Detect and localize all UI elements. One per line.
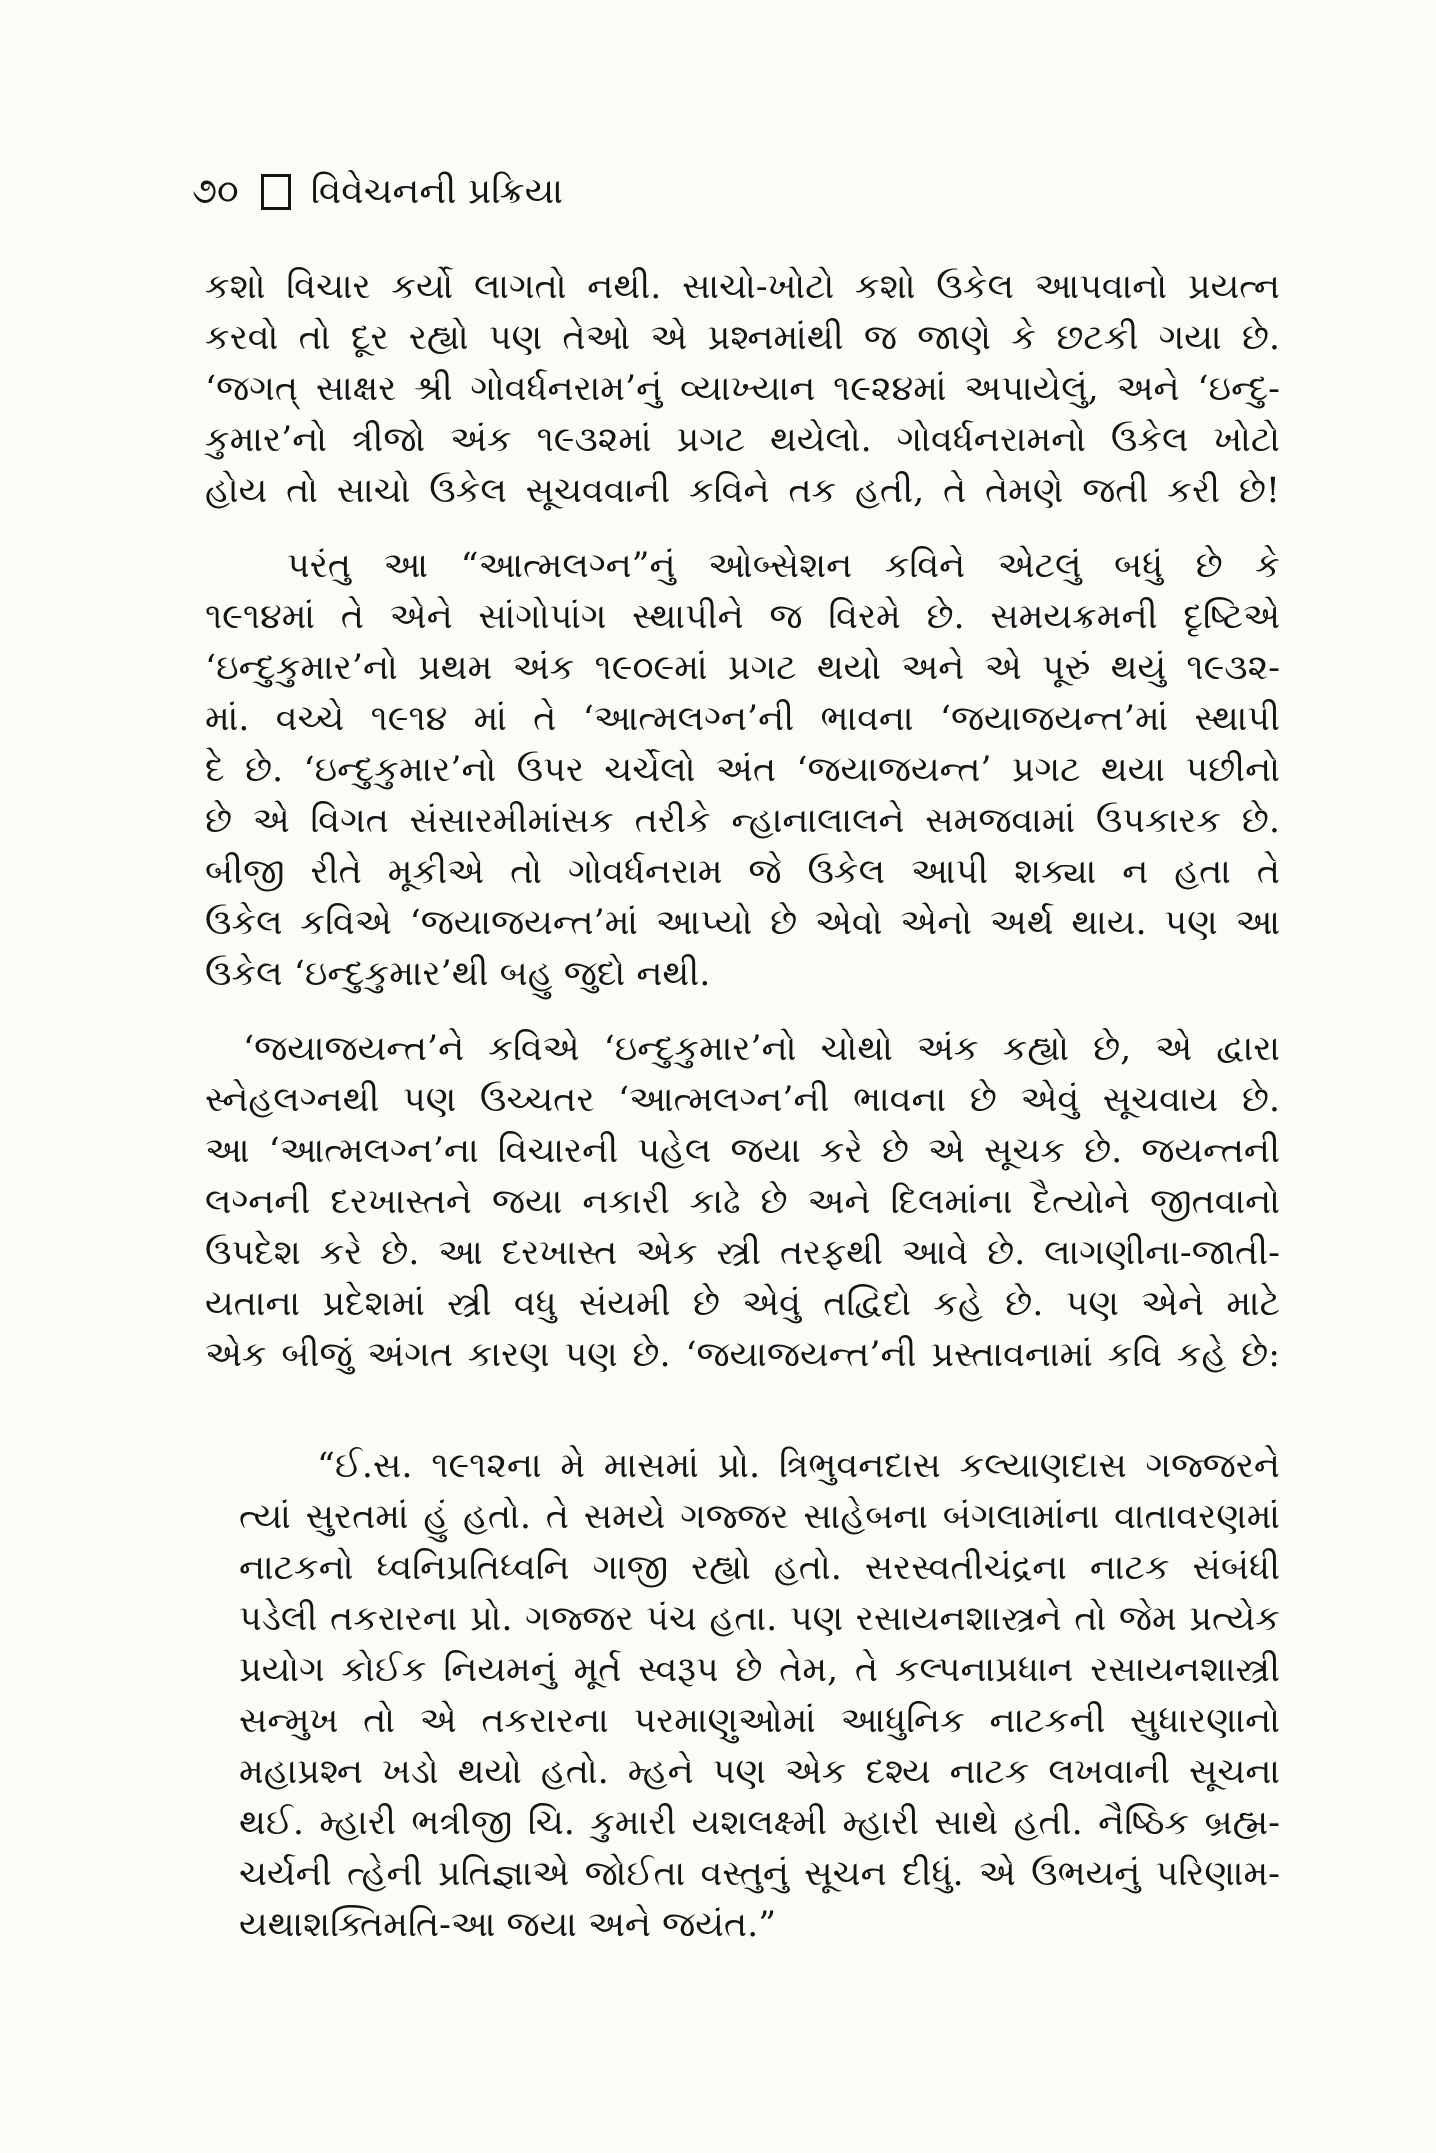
text-line: કશો વિચાર કર્યો લાગતો નથી. સાચો-ખોટો કશો ઉકેલ આપવાનો પ્રયત્ન [205, 267, 1280, 307]
text-line: ૧૯૧૪માં તે એને સાંગોપાંગ સ્થાપીને જ વિરમે છે. સમયક્રમની દૃષ્ટિએ [205, 597, 1280, 637]
text-line: બીજી રીતે મૂકીએ તો ગોવર્ધનરામ જે ઉકેલ આપી શક્યા ન હતા તે [205, 852, 1280, 892]
text-line: એક બીજું અંગત કારણ પણ છે. ‘જયાજયન્ત’ની પ્રસ્તાવનામાં કવિ કહે છે: [205, 1335, 1280, 1375]
text-line: ઉકેલ કવિએ ‘જયાજયન્ત’માં આપ્યો છે એવો એનો અર્થ થાય. પણ આ [205, 903, 1280, 943]
paragraph-2 [205, 541, 1280, 1000]
text-line: માં. વચ્ચે ૧૯૧૪ માં તે ‘આત્મલગ્ન’ની ભાવના ‘જયાજયન્ત’માં સ્થાપી [205, 699, 1280, 739]
text-line: મહાપ્રશ્ન ખડો થયો હતો. મ્હને પણ એક દશ્ય નાટક લખવાની સૂચના [239, 1752, 1280, 1792]
square-box-icon [261, 174, 291, 210]
text-line: ઉપદેશ કરે છે. આ દરખાસ્ત એક સ્ત્રી તરફથી આવે છે. લાગણીના-જાતી- [205, 1233, 1280, 1273]
text-line: યથાશક્તિમતિ-આ જયા અને જયંત.” [239, 1905, 777, 1945]
text-line: નાટકનો ધ્વનિપ્રતિધ્વનિ ગાજી રહ્યો હતો. સરસ્વતીચંદ્રના નાટક સંબંધી [239, 1548, 1280, 1588]
text-line: દે છે. ‘ઇન્દુકુમાર’નો ઉપર ચર્ચેલો અંત ‘જયાજયન્ત’ પ્રગટ થયા પછીનો [205, 750, 1280, 790]
text-line: આ ‘આત્મલગ્ન’ના વિચારની પહેલ જયા કરે છે એ સૂચક છે. જયન્તની [205, 1131, 1280, 1171]
page-number: ૭૦ [192, 171, 239, 212]
text-line: લગ્નની દરખાસ્તને જયા નકારી કાઢે છે અને દિલમાંના દૈત્યોને જીતવાનો [205, 1182, 1280, 1222]
text-line: કરવો તો દૂર રહ્યો પણ તેઓ એ પ્રશ્નમાંથી જ જાણે કે છટકી ગયા છે. [205, 318, 1280, 358]
text-line: ચર્યની ત્હેની પ્રતિજ્ઞાએ જોઈતા વસ્તુનું સૂચન દીધું. એ ઉભયનું પરિણામ- [239, 1854, 1280, 1894]
text-line: સન્મુખ તો એ તકરારના પરમાણુઓમાં આધુનિક નાટકની સુધારણાનો [239, 1701, 1280, 1741]
text-line: કુમાર’નો ત્રીજો અંક ૧૯૩૨માં પ્રગટ થયેલો. ગોવર્ધનરામનો ઉકેલ ખોટો [205, 420, 1280, 460]
text-line: છે એ વિગત સંસારમીમાંસક તરીકે ન્હાનાલાલને સમજવામાં ઉપકારક છે. [205, 801, 1280, 841]
text-line: સ્નેહલગ્નથી પણ ઉચ્ચતર ‘આત્મલગ્ન’ની ભાવના છે એવું સૂચવાય છે. [205, 1080, 1280, 1120]
text-line: પરંતુ આ “આત્મલગ્ન”નું ઓબ્સેશન કવિને એટલું બધું છે કે [287, 546, 1280, 586]
text-line: યતાના પ્રદેશમાં સ્ત્રી વધુ સંયમી છે એવું તદ્વિદો કહે છે. પણ એને માટે [205, 1284, 1280, 1324]
text-line: પડેલી તકરારના પ્રો. ગજ્જર પંચ હતા. પણ રસાયનશાસ્ત્રને તો જેમ પ્રત્યેક [239, 1599, 1280, 1639]
text-line: પ્રયોગ કોઈક નિયમનું મૂર્ત સ્વરૂપ છે તેમ, તે કલ્પનાપ્રધાન રસાયનશાસ્ત્રી [239, 1650, 1280, 1690]
text-line: ‘જયાજયન્ત’ને કવિએ ‘ઇન્દુકુમાર’નો ચોથો અંક કહ્યો છે, એ દ્વારા [243, 1029, 1280, 1069]
text-line: ઉકેલ ‘ઇન્દુકુમાર’થી બહુ જુદો નથી. [205, 954, 711, 994]
text-line: “ઈ.સ. ૧૯૧૨ના મે માસમાં પ્રો. ત્રિભુવનદાસ કલ્યાણદાસ ગજ્જરને [317, 1446, 1280, 1486]
paragraph-1 [205, 262, 1280, 517]
block-quotation [239, 1441, 1280, 1951]
running-header [192, 166, 563, 218]
text-line: ત્યાં સુરતમાં હું હતો. તે સમયે ગજ્જર સાહેબના બંગલામાંના વાતાવરણમાં [239, 1497, 1280, 1537]
text-line: ‘ઇન્દુકુમાર’નો પ્રથમ અંક ૧૯૦૯માં પ્રગટ થયો અને એ પૂરું થયું ૧૯૩૨- [205, 648, 1280, 688]
text-line: ‘જગત્ સાક્ષર શ્રી ગોવર્ધનરામ’નું વ્યાખ્યાન ૧૯૨૪માં અપાયેલું, અને ‘ઇન્દુ- [205, 369, 1280, 409]
running-title: વિવેચનની પ્રક્રિયા [310, 171, 564, 212]
text-line: થઈ. મ્હારી ભત્રીજી ચિ. કુમારી યશલક્ષ્મી મ્હારી સાથે હતી. નૈષ્ઠિક બ્રહ્મ- [239, 1803, 1280, 1843]
paragraph-3 [205, 1024, 1280, 1381]
text-line: હોય તો સાચો ઉકેલ સૂચવવાની કવિને તક હતી, તે તેમણે જતી કરી છે! [205, 471, 1280, 511]
